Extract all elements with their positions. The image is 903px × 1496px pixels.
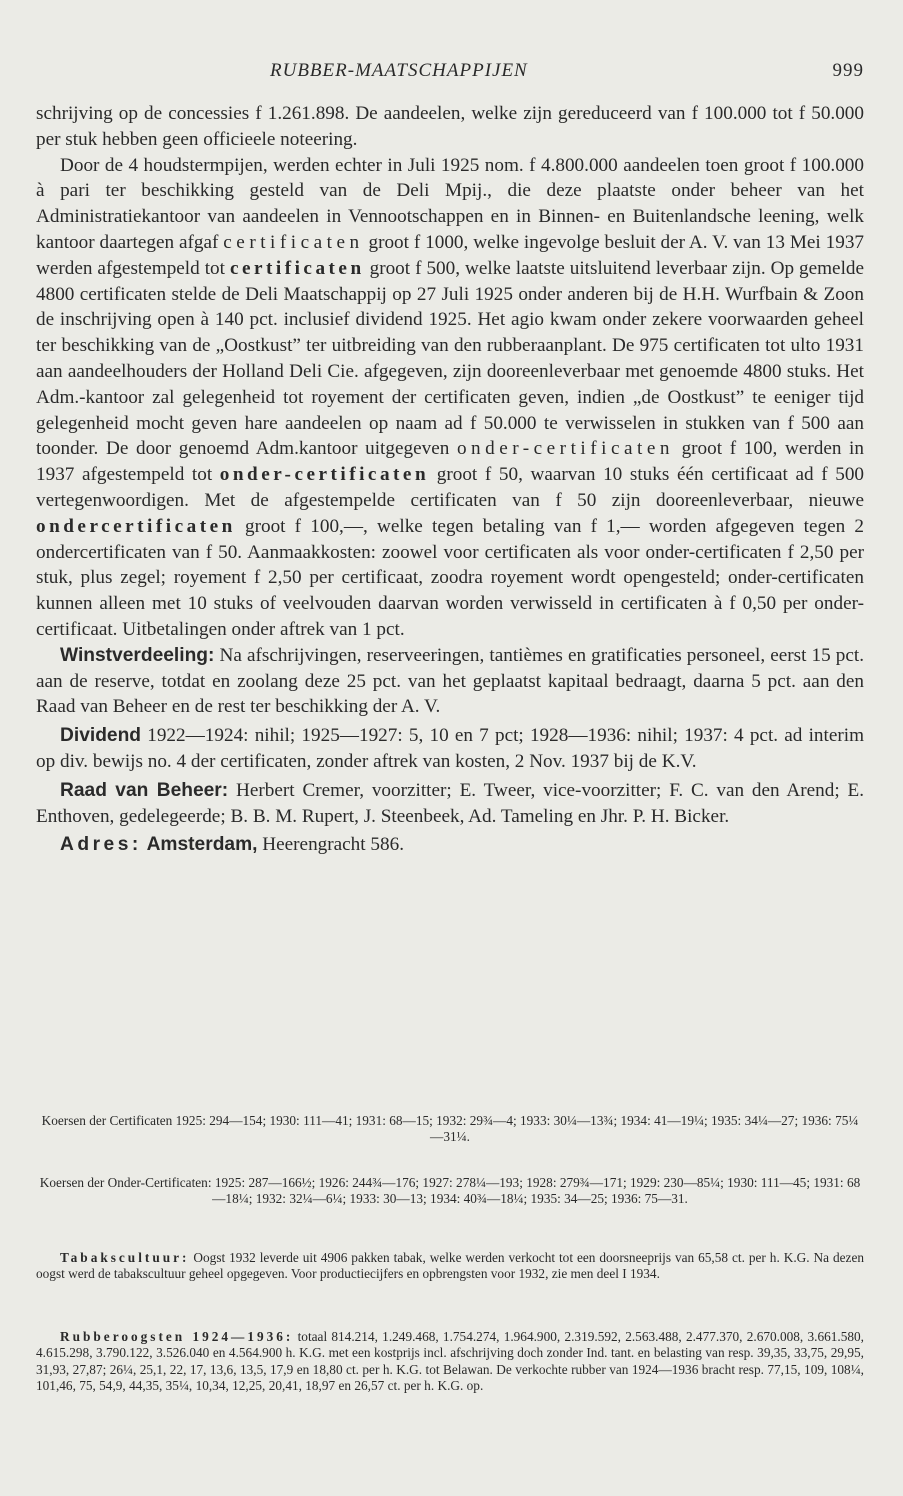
section-label: Adres: [60, 834, 142, 856]
paragraph-concessies: schrijving op de concessies f 1.261.898. De aandeelen, welke zijn gereduceerd van f 100.000 tot f 50.000 per stuk hebben geen officieele noteering. [36, 103, 864, 150]
note-koersen-onder-certificaten: Koersen der Onder-Certificaten: 1925: 287—166½; 1926: 244¾—176; 1927: 278¼—193; 1928: 279¾—171; 1929: 230—85¼; 1930: 111—45; 1931: 68—18¼; 1932: 32¼—6¼; 1933: 30—13; 1934: 40¾—18¼; 1935: 34—25; 1936: 75—31. [39, 1175, 861, 1207]
section-label: Winstverdeeling: [60, 644, 215, 666]
page-number: 999 [832, 60, 864, 81]
paragraph-certificaten: Door de 4 houdstermpijen, werden echter in Juli 1925 nom. f 4.800.000 aandeelen toen groot f 100.000 à pari ter beschikking gesteld van de Deli Mpij., die deze plaatste onder beheer van het Administratiekantoor van aandeelen in Vennootschappen en in Binnen- en Buitenlandsche leening, welk kantoor daartegen afgaf certificaten groot f 1000, welke ingevolge besluit der A. V. van 13 Mei 1937 werden afgestempeld tot certificaten groot f 500, welke laatste uitsluitend leverbaar zijn. Op gemelde 4800 certificaten stelde de Deli Maatschappij op 27 Juli 1925 onder anderen bij de H.H. Wurfbain & Zoon de inschrijving open à 140 pct. inclusief dividend 1925. Het agio kwam onder zekere voorwaarden geheel ter beschikking van de „Oostkust” ter uitbreiding van den rubberaanplant. De 975 certificaten tot ulto 1931 aan aandeelhouders der Holland Deli Cie. afgegeven, zijn dooreenleverbaar met genoemde 4800 stuks. Het Adm.-kantoor zal gelegenheid tot royement der certificaten geven, indien „de Oostkust” te eeniger tijd gelegenheid mocht geven hare aandeelen op naam ad f 50.000 te verwisselen in stukken van f 500 aan toonder. De door genoemd Adm.kantoor uitgegeven onder-certificaten groot f 100, werden in 1937 afgestempeld tot onder-certificaten groot f 50, waarvan 10 stuks één certificaat ad f 500 vertegenwoordigen. Met de afgestempelde certificaten van f 50 zijn dooreenleverbaar, nieuwe ondercertificaten groot f 100,—, welke tegen betaling van f 1,— worden afgegeven tegen 2 ondercertificaten van f 50. Aanmaakkosten: zoowel voor certificaten als voor onder-certificaten f 2,50 per stuk, plus zegel; royement f 2,50 per certificaat, zoodra royement wordt opengesteld; onder-certificaten kunnen alleen met 10 stuks of veelvouden daarvan worden verwisseld in certificaten à f 0,50 per onder-certificaat. Uitbetalingen onder aftrek van 1 pct. [36, 154, 865, 640]
paragraph-dividend: Dividend 1922—1924: nihil; 1925—1927: 5, 10 en 7 pct; 1928—1936: nihil; 1937: 4 pct. ad interim op div. bewijs no. 4 der certificaten, zonder aftrek van kosten, 2 Nov. 1937 bij de K.V. [36, 725, 864, 772]
note-label: Rubberoogsten 1924—1936: [60, 1329, 294, 1344]
paragraph-winstverdeeling: Winstverdeeling: Na afschrijvingen, reserveeringen, tantièmes en gratificaties personeel, eerst 15 pct. aan de reserve, totdat en zoolang deze 25 pct. van het geplaatst kapitaal bedraagt, daarna 5 pct. aan den Raad van Beheer en de rest ter beschikking der A. V. [36, 644, 864, 718]
spaced-term-bold: certificaten [229, 257, 365, 279]
spaced-term-bold: ondercertificaten [36, 515, 236, 537]
spaced-term-bold: onder-certificaten [219, 464, 430, 486]
spaced-term: certificaten [223, 231, 364, 253]
section-label: Raad van Beheer: [60, 779, 229, 801]
note-koersen-certificaten: Koersen der Certificaten 1925: 294—154; 1930: 111—41; 1931: 68—15; 1932: 29¾—4; 1933: 30¼—13¾; 1934: 41—19¼; 1935: 34¼—27; 1936: 75¼—31¼. [41, 1113, 859, 1145]
note-label: Tabakscultuur: [60, 1250, 190, 1265]
note-rubberoogsten: Rubberoogsten 1924—1936: totaal 814.214, 1.249.468, 1.754.274, 1.964.900, 2.319.592, 2.563.488, 2.477.370, 2.670.008, 3.661.580, 4.615.298, 3.790.122, 3.526.040 en 4.564.900 h. K.G. met een kostprijs incl. afschrijving doch zonder Ind. tant. en belasting van resp. 39,35, 33,75, 29,95, 31,93, 27,87; 26¼, 25,1, 22, 17, 13,6, 13,5, 17,9 en 18,80 ct. per h. K.G. tot Belawan. De verkochte rubber van 1924—1936 bracht resp. 77,15, 109, 108¼, 101,46, 75, 54,9, 44,35, 35¼, 10,34, 12,25, 20,41, 18,97 en 26,57 ct. per h. K.G. op. [36, 1329, 864, 1394]
spaced-term: onder-certificaten [456, 438, 674, 460]
section-label: Dividend [60, 725, 142, 747]
note-tabakscultuur: Tabakscultuur: Oogst 1932 leverde uit 4906 pakken tabak, welke werden verkocht tot een doorsneeprijs van 65,58 ct. per h. K.G. Na dezen oogst werd de tabakscultuur geheel opgegeven. Voor productiecijfers en opbrengsten voor 1932, zie men deel I 1934. [36, 1250, 865, 1282]
running-title: RUBBER-MAATSCHAPPIJEN [270, 60, 528, 81]
paragraph-raad-van-beheer: Raad van Beheer: Herbert Cremer, voorzitter; E. Tweer, vice-voorzitter; F. C. van den Arend; E. Enthoven, gedelegeerde; B. B. M. Rupert, J. Steenbeek, Ad. Tameling en Jhr. P. H. Bicker. [36, 779, 865, 827]
adres-city: Amsterdam, [146, 834, 258, 856]
paragraph-adres: Adres: Amsterdam, Heerengracht 586. [60, 834, 404, 856]
main-text [36, 101, 864, 858]
running-header [36, 60, 864, 86]
